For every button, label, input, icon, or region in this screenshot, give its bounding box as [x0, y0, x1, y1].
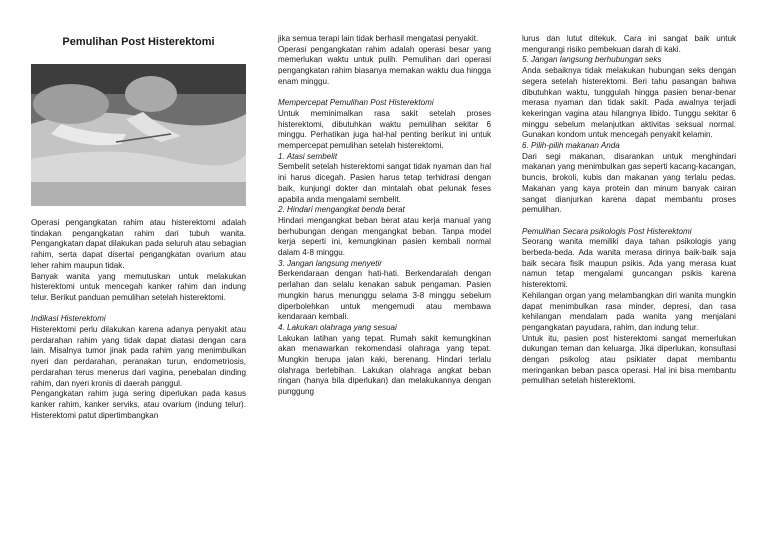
tip-heading-1: 1. Atasi sembelit — [278, 151, 338, 161]
indikasi-paragraph-2: Pengangkatan rahim juga sering diperlukan pada kasus kanker rahim, kanker serviks, atau ovarium (indung telur). Histerektomi patut dipertimbangkan — [31, 389, 246, 420]
intro-paragraph-2: Banyak wanita yang memutuskan untuk melakukan histerektomi untuk mencegah kanker rahim dan indung telur. Berikut panduan pemulihan setelah histerektomi. — [31, 271, 246, 302]
section-heading-indikasi: Indikasi Histerektomi — [31, 314, 106, 324]
page-title: Pemulihan Post Histerektomi — [62, 36, 215, 48]
column-1-text — [31, 218, 246, 421]
section-heading-psikologis: Pemulihan Secara psikologis Post Histerektomi — [522, 226, 692, 236]
psikologis-paragraph-1: Seorang wanita memiliki daya tahan psikologis yang berbeda-beda. Ada wanita merasa dirinya baik-baik saja baik secara fisik maupun psikis. Ada yang merasa kuat namun tetap mengalami guncangan psikis karena histerektomi. — [522, 237, 736, 290]
psikologis-paragraph-2: Kehilangan organ yang melambangkan diri wanita mungkin dapat menimbulkan rasa minder, depresi, dan rasa kehilangan mendalam pada wanita yang menjalani pengangkatan payudara, rahim, dan indung telur. — [522, 290, 736, 332]
continued-paragraph: jika semua terapi lain tidak berhasil mengatasi penyakit. — [278, 34, 479, 43]
continued-paragraph-3: lurus dan lutut ditekuk. Cara ini sangat baik untuk mengurangi risiko pembekuan darah di kaki. — [522, 34, 736, 54]
column-2-text — [278, 34, 491, 398]
column-3-text — [522, 34, 736, 387]
tip-text-3: Berkendaraan dengan hati-hati. Berkendaralah dengan perlahan dan selalu kenakan sabuk pengaman. Pasien mungkin harus menunggu selama 3-8 minggu sebelum diperbolehkan untuk mengemudi atau membawa kendaraan kembali. — [278, 269, 491, 322]
tip-heading-4: 4. Lakukan olahraga yang sesuai — [278, 322, 397, 332]
tip-text-6: Dari segi makanan, disarankan untuk menghindari makanan yang menimbulkan gas seperti kacang-kacangan, buncis, brokoli, kubis dan makanan yang terlalu pedas. Makanan yang kaya protein dan minum banyak cairan sangat dianjurkan karena dapat membantu proses pemulihan. — [522, 151, 736, 215]
tip-text-2: Hindari mengangkat beban berat atau kerja manual yang berhubungan dengan mengangkat beban. Tanpa model kerja seperti ini, kemungkinan pasien kembali normal dalam 4-8 minggu. — [278, 215, 491, 258]
tip-heading-5: 5. Jangan langsung berhubungan seks — [522, 55, 662, 65]
indikasi-paragraph: Histerektomi perlu dilakukan karena adanya penyakit atau perdarahan rahim yang tidak dapat diatasi dengan cara lain. Misalnya tumor jinak pada rahim yang menimbulkan nyeri dan perdarahan, peranakan turun, endometriosis, perdarahan terus menerus dari vagina, penebalan dinding rahim, dan nyeri kronis di daerah panggul. — [31, 325, 246, 388]
mempercepat-paragraph: Untuk meminimalkan rasa sakit setelah proses histerektomi, dibutuhkan waktu pemulihan sekitar 6 minggu. Perhatikan juga hal-hal penting berikut ini untuk mempercepat pemulihan setelah histerektomi. — [278, 108, 491, 151]
psikologis-paragraph-3: Untuk itu, pasien post histerektomi sangat memerlukan dukungan teman dan keluarga. Jika diperlukan, konsultasi dengan psikolog atau psikiater dapat membantu meringankan beban pasca operasi. Hal ini bisa membantu pemulihan setelah histerektomi. — [522, 333, 736, 386]
tip-heading-2: 2. Hindari mengangkat benda berat — [278, 205, 405, 215]
surgery-photo — [31, 64, 246, 206]
tip-text-5: Anda sebaiknya tidak melakukan hubungan seks dengan segera setelah histerektomi. Beri tahu pasangan bahwa dibutuhkan waktu, tunggulah hingga pasien benar-benar merasa nyaman dan tidak sakit. Pada awalnya terjadi kekeringan vagina atau hilangnya libido. Tunggu sekitar 6 minggu sebelum melanjutkan aktivitas seksual normal. Gunakan kondom untuk mencegah penyakit kelamin. — [522, 66, 736, 140]
tip-text-4: Lakukan latihan yang tepat. Rumah sakit kemungkinan akan menawarkan rekomendasi olahraga yang tepat. Mungkin berupa jalan kaki, berenang. Hindari terlalu olahraga berlebihan. Lakukan olahraga angkat beban ringan (hanya bila diperlukan) dan melakukannya dengan punggung — [278, 333, 491, 397]
section-heading-mempercepat: Mempercepat Pemulihan Post Histerektomi — [278, 98, 434, 108]
tip-heading-3: 3. Jangan langsung menyetir — [278, 258, 382, 268]
tip-heading-6: 6. Pilih-pilih makanan Anda — [522, 141, 620, 151]
tip-text-1: Sembelit setelah histerektomi sangat tidak nyaman dan hal ini harus dicegah. Pasien harus tetap terhidrasi dengan baik, kunjungi dokter dan mintalah obat pelunak feses apabila anda mengalami sembelit. — [278, 162, 491, 204]
recovery-paragraph: Operasi pengangkatan rahim adalah operasi besar yang memerlukan waktu untuk pulih. Pemulihan dari operasi pengangkatan rahim biasanya memakan waktu dua hingga enam minggu. — [278, 44, 491, 86]
intro-paragraph: Operasi pengangkatan rahim atau histerektomi adalah tindakan pengangkatan rahim dari tubuh wanita. Pengangkatan dapat dilakukan pada seluruh atau sebagian rahim, serta dapat disertai pengangkatan ovarium atau leher rahim maupun tidak. — [31, 218, 246, 270]
